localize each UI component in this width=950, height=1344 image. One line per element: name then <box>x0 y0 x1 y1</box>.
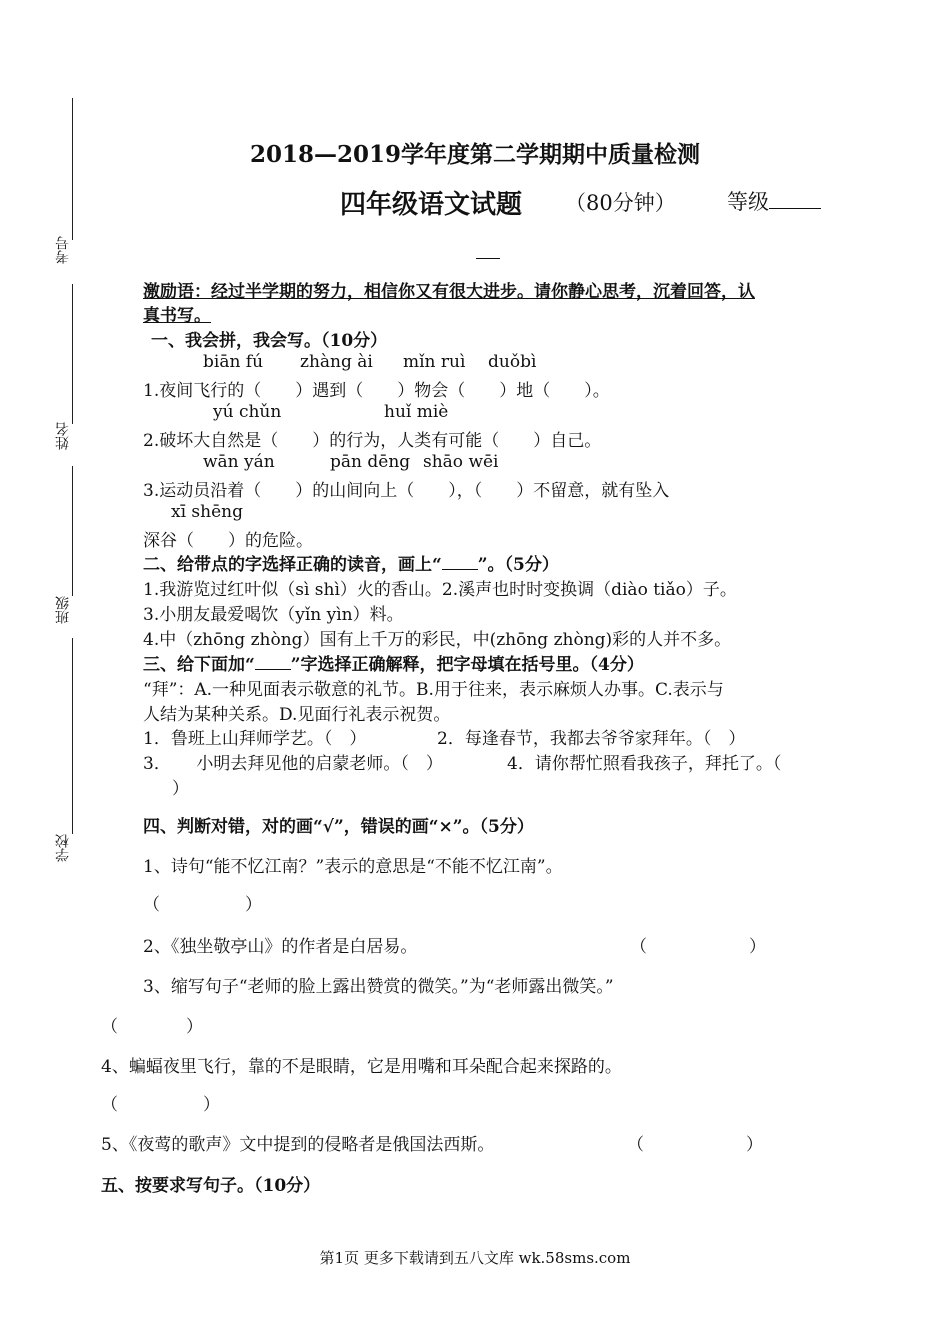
question-4-1: 1、诗句“能不忆江南？”表示的意思是“不能不忆江南”。 <box>143 857 563 877</box>
exam-number-label: 考号 <box>55 236 71 264</box>
question-3-3: 3． 小明去拜见他的启蒙老师。（ ） <box>143 754 443 774</box>
question-1-3-continued: 深谷（ ）的危险。 <box>143 531 313 551</box>
question-2-1: 1.我游览过红叶似（sì shì）火的香山。2.溪声也时时变换调（diào tiǎo）子。 <box>143 580 737 600</box>
pinyin: huǐ miè <box>384 402 449 422</box>
motto-line-2: 真书写。 <box>143 306 211 326</box>
section-3-heading: 三、给下面加“ ”字选择正确解释，把字母填在括号里。（4分） <box>143 655 644 675</box>
binding-line <box>72 284 73 424</box>
question-2-3: 3.小朋友最爱喝饮（yǐn yìn）料。 <box>143 605 404 625</box>
pinyin: wān yán <box>203 452 275 472</box>
section-5-heading: 五、按要求写句子。（10分） <box>101 1176 321 1196</box>
question-1-3: 3.运动员沿着（ ）的山间向上（ ），（ ）不留意，就有坠入 <box>143 481 670 501</box>
pinyin: duǒbì <box>488 352 537 372</box>
school-label: 学校 <box>55 834 71 862</box>
definition-line-1: “拜”：A.一种见面表示敬意的礼节。B.用于往来，表示麻烦人办事。C.表示与 <box>143 680 724 700</box>
answer-paren-4-1: （ ） <box>143 895 262 915</box>
question-3-4: 4．请你帮忙照看我孩子，拜托了。（ <box>507 754 782 774</box>
pinyin: yú chǔn <box>213 402 282 422</box>
exam-duration: （80分钟） <box>565 191 676 215</box>
question-4-3: 3、缩写句子“老师的脸上露出赞赏的微笑。”为“老师露出微笑。” <box>143 977 614 997</box>
underline-mark <box>255 655 291 670</box>
question-4-5: 5、《夜莺的歌声》文中提到的侵略者是俄国法西斯。 <box>101 1135 495 1155</box>
section-1-heading: 一、我会拼，我会写。（10分） <box>151 331 388 351</box>
question-2-4: 4.中（zhōng zhòng）国有上千万的彩民，中(zhōng zhòng)彩的人并不多。 <box>143 630 732 650</box>
pinyin: xī shēng <box>171 502 243 522</box>
section-4-heading: 四、判断对错，对的画“√”，错误的画“×”。（5分） <box>143 817 534 837</box>
question-1-1: 1.夜间飞行的（ ）遇到（ ）物会（ ）地（ ）。 <box>143 381 610 401</box>
grade-field <box>727 186 821 216</box>
binding-line <box>72 638 73 834</box>
grade-blank[interactable] <box>769 190 821 209</box>
section-2-heading: 二、给带点的字选择正确的读音，画上“ ”。（5分） <box>143 555 559 575</box>
grade-blank-continued <box>476 240 500 259</box>
underline-mark <box>442 555 478 570</box>
binding-line <box>72 466 73 596</box>
question-4-2: 2、《独坐敬亭山》的作者是白居易。 <box>143 937 418 957</box>
answer-paren-4-4: （ ） <box>101 1095 220 1115</box>
answer-paren-4-3: （ ） <box>101 1017 203 1037</box>
question-3-1: 1．鲁班上山拜师学艺。（ ） <box>143 729 367 749</box>
binding-line <box>72 98 73 240</box>
motto-line-1: 激励语：经过半学期的努力，相信你又有很大进步。请你静心思考，沉着回答，认 <box>143 282 755 302</box>
pinyin: shāo wēi <box>423 452 499 472</box>
grade-label: 等级 <box>727 190 769 214</box>
exam-subtitle: 四年级语文试题 <box>340 190 523 220</box>
question-3-4-paren: ） <box>172 779 189 799</box>
definition-line-2: 人结为某种关系。D.见面行礼表示祝贺。 <box>143 705 451 725</box>
pinyin: biān fú <box>203 352 264 372</box>
pinyin: zhàng ài <box>300 352 373 372</box>
exam-title: 2018—2019学年度第二学期期中质量检测 <box>249 141 701 168</box>
question-3-2: 2．每逢春节，我都去爷爷家拜年。（ ） <box>437 729 746 749</box>
answer-paren-4-2: （ ） <box>630 937 766 957</box>
class-label: 班级 <box>55 596 71 624</box>
question-4-4: 4、蝙蝠夜里飞行，靠的不是眼睛，它是用嘴和耳朵配合起来探路的。 <box>101 1057 622 1077</box>
pinyin: pān dēng <box>330 452 411 472</box>
pinyin: mǐn ruì <box>403 352 466 372</box>
question-1-2: 2.破坏大自然是（ ）的行为，人类有可能（ ）自己。 <box>143 431 602 451</box>
name-label: 姓名 <box>55 422 71 450</box>
page-footer: 第1页 更多下载请到五八文库 wk.58sms.com <box>319 1249 631 1267</box>
answer-paren-4-5: （ ） <box>627 1135 763 1155</box>
